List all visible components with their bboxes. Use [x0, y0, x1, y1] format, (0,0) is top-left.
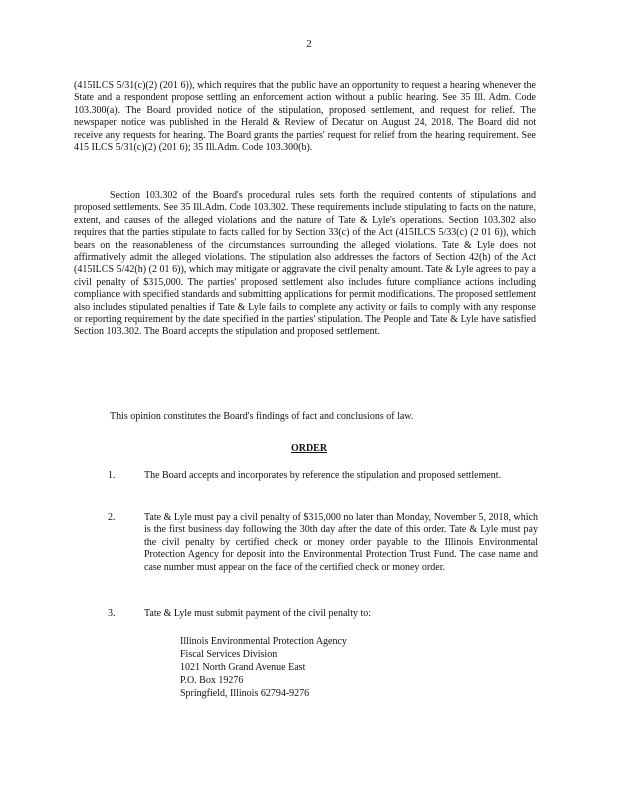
page-number: 2 — [306, 38, 312, 50]
payment-address — [180, 635, 347, 700]
order-item — [108, 470, 538, 482]
address-line: Fiscal Services Division — [180, 649, 278, 660]
address-line: P.O. Box 19276 — [180, 675, 244, 686]
order-heading: ORDER — [290, 443, 328, 454]
address-line: Springfield, Illinois 62794-9276 — [180, 688, 310, 699]
paragraph-opinion-findings: This opinion constitutes the Board's findings of fact and conclusions of law. — [110, 411, 414, 422]
paragraph-public-hearing: (415ILCS 5/31(c)(2) (201 6)), which requires that the public have an opportunity to request a hearing whenever the State and a respondent propose settling an enforcement action without a public hearing. See 35 Ill. Adm. Code 103.300(a). The Board provided notice of the stipulation, proposed settlement, and request for relief. The newspaper notice was published in the Herald & Review of Decatur on August 24, 2018. The Board did not receive any requests for hearing. The Board grants the parties' request for relief from the hearing requirement. See 415 ILCS 5/31(c)(2) (201 6); 35 Ill.Adm. Code 103.300(b). — [74, 80, 536, 154]
order-item-text: The Board accepts and incorporates by reference the stipulation and proposed settlement. — [144, 470, 502, 481]
order-item-text: Tate & Lyle must submit payment of the civil penalty to: — [144, 608, 372, 619]
address-line: Illinois Environmental Protection Agency — [180, 636, 347, 647]
order-item — [108, 608, 538, 620]
paragraph-section-103-302: Section 103.302 of the Board's procedural rules sets forth the required contents of stipulations and proposed settlements. See 35 Ill.Adm. Code 103.302. These requirements include stipulating to facts on the nature, extent, and causes of the alleged violations and the nature of Tate & Lyle's operations. Section 103.302 also requires that the parties stipulate to facts called for by Section 33(c) of the Act (415ILCS 5/33(c) (2 01 6)), which bears on the reasonableness of the circumstances surrounding the alleged violations. Tate & Lyle does not affirmatively admit the alleged violations. The stipulation also addresses the factors of Section 42(h) of the Act (415ILCS 5/42(h) (2 01 6)), which may mitigate or aggravate the civil penalty amount. Tate & Lyle agrees to pay a civil penalty of $315,000. The parties' proposed settlement also includes future compliance actions including compliance with specified standards and submitting applications for permit modifications. The proposed settlement also includes stipulated penalties if Tate & Lyle fails to complete any activity or fails to comply with any response or reporting requirement by the date specified in the parties' stipulation. The People and Tate & Lyle have satisfied Section 103.302. The Board accepts the stipulation and proposed settlement. — [74, 190, 536, 338]
order-item-number: 3. — [108, 608, 116, 619]
order-item-number: 1. — [108, 470, 116, 481]
order-item-text: Tate & Lyle must pay a civil penalty of $315,000 no later than Monday, November 5, 2018, which is the first business day following the 30th day after the date of this order. Tate & Lyle must pay the civil penalty by certified check or money order payable to the Illinois Environmental Protection Agency for deposit into the Environmental Protection Trust Fund. The case name and case number must appear on the face of the certified check or money order. — [144, 512, 538, 573]
order-item — [108, 512, 538, 574]
address-line: 1021 North Grand Avenue East — [180, 662, 306, 673]
order-item-number: 2. — [108, 512, 116, 523]
